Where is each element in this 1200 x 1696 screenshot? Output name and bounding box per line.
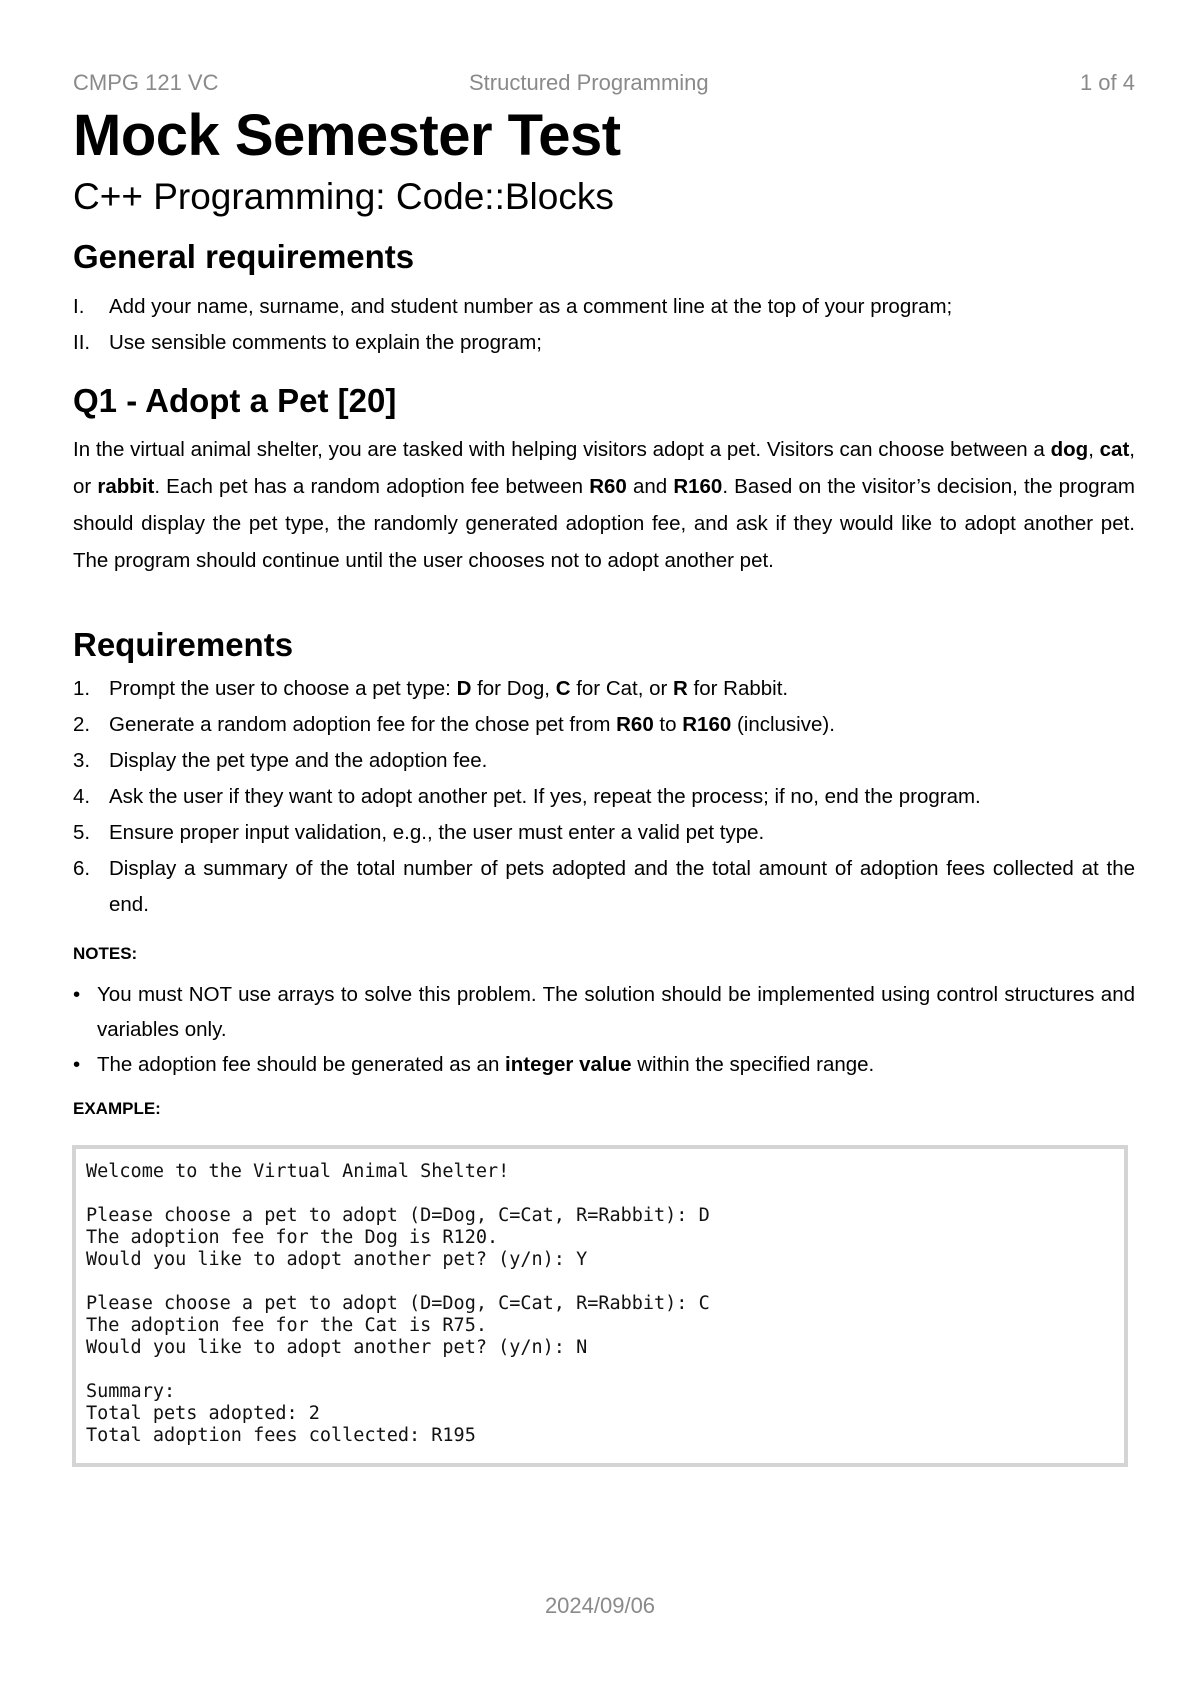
general-requirements-heading: General requirements [73, 238, 415, 275]
bullet-icon: • [73, 1053, 81, 1076]
list-item-text: Display a summary of the total number of pets adopted and the total amount of adoption fees collected at the end. [109, 857, 1135, 916]
fee-max: R160 [673, 475, 723, 498]
notes-list [73, 977, 1135, 1082]
list-item-text: Use sensible comments to explain the program; [109, 331, 542, 354]
course-code: CMPG 121 VC [73, 70, 219, 95]
list-item [73, 707, 1135, 743]
requirements-list [73, 671, 1135, 923]
general-requirements-list [73, 289, 1135, 361]
list-item [73, 815, 1135, 851]
example-output-box [72, 1145, 1128, 1467]
list-item [73, 779, 1135, 815]
document-subtitle: C++ Programming: Code::Blocks [73, 176, 614, 217]
list-marker: I. [73, 295, 85, 318]
subject-name: Structured Programming [469, 70, 709, 95]
list-marker: 6. [73, 857, 91, 880]
list-item-text: Ensure proper input validation, e.g., the user must enter a valid pet type. [109, 821, 765, 844]
list-item-text: You must NOT use arrays to solve this problem. The solution should be implemented using control structures and variables only. [97, 983, 1135, 1041]
requirements-heading: Requirements [73, 626, 294, 663]
list-marker: II. [73, 331, 91, 354]
example-console-output: Welcome to the Virtual Animal Shelter! Please choose a pet to adopt (D=Dog, C=Cat, R=Rabbit): D The adoption fee for the Dog is R120. Would you like to adopt another pet? (y/n): Y Please choose a pet to adopt (D=Dog, C=Cat, R=Rabbit): C The adoption fee for the Cat is R75. Would you like to adopt another pet? (y/n): N Summary: Total pets adopted: 2 Total adoption fees collected: R195 [86, 1161, 710, 1446]
list-item-text: Ask the user if they want to adopt another pet. If yes, repeat the process; if no, end the program. [109, 785, 981, 808]
list-item [73, 289, 1135, 325]
list-item-text: Add your name, surname, and student number as a comment line at the top of your program; [109, 295, 953, 318]
list-item-text: Prompt the user to choose a pet type: D for Dog, C for Cat, or R for Rabbit. [109, 677, 789, 700]
list-item-text: The adoption fee should be generated as an integer value within the specified range. [97, 1053, 875, 1076]
pet-dog: dog [1050, 438, 1089, 461]
question-heading: Q1 - Adopt a Pet [20] [73, 382, 397, 419]
list-item [73, 1047, 1135, 1082]
fee-min: R60 [589, 475, 627, 498]
list-item [73, 743, 1135, 779]
bullet-icon: • [73, 983, 81, 1006]
pet-rabbit: rabbit [97, 475, 155, 498]
list-item [73, 977, 1135, 1047]
pet-cat: cat [1099, 438, 1130, 461]
page-number: 1 of 4 [1079, 70, 1135, 95]
list-marker: 4. [73, 785, 91, 808]
list-item-text: Generate a random adoption fee for the chose pet from R60 to R160 (inclusive). [109, 713, 835, 736]
question-intro: In the virtual animal shelter, you are tasked with helping visitors adopt a pet. Visitors can choose between a dog, cat, or rabbit. Each pet has a random adoption fee between R60 and R160. Based on the visitor’s decision, the program should display the pet type, the randomly generated adoption fee, and ask if they would like to adopt another pet. The program should continue until the user chooses not to adopt another pet. [73, 438, 1135, 572]
footer-date: 2024/09/06 [544, 1593, 656, 1618]
list-item-text: Display the pet type and the adoption fee. [109, 749, 488, 772]
list-marker: 2. [73, 713, 91, 736]
list-item [73, 851, 1135, 923]
document-title: Mock Semester Test [73, 103, 621, 168]
list-marker: 5. [73, 821, 91, 844]
list-item [73, 671, 1135, 707]
example-label: EXAMPLE: [73, 1099, 161, 1118]
list-marker: 1. [73, 677, 91, 700]
list-item [73, 325, 1135, 361]
list-marker: 3. [73, 749, 91, 772]
notes-label: NOTES: [73, 944, 138, 963]
